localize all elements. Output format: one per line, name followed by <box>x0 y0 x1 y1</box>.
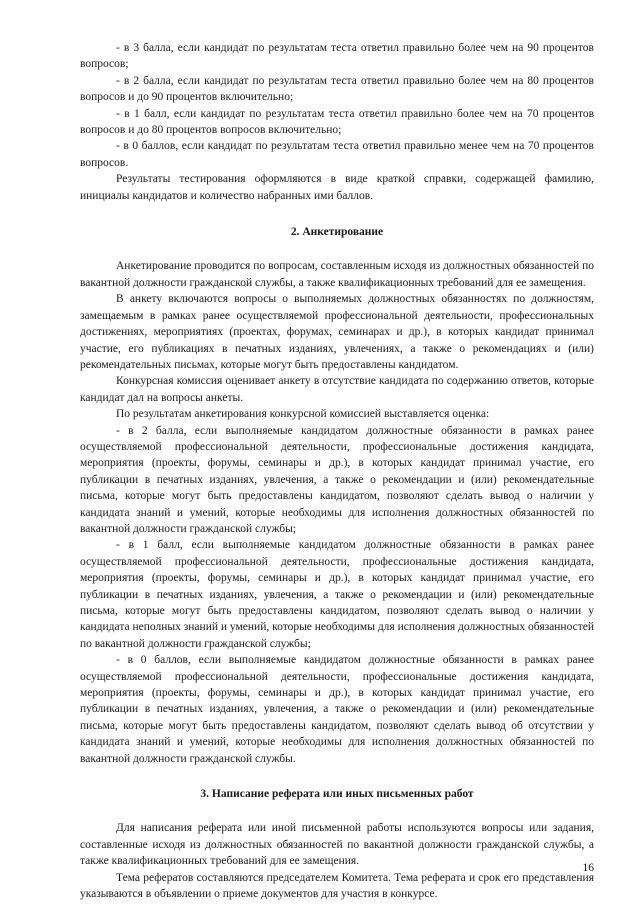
questionnaire-paragraph: Конкурсная комиссия оценивает анкету в отсутствие кандидата по содержанию ответов, которые кандидат дал на вопросы анкеты. <box>80 375 594 404</box>
document-page <box>80 40 594 903</box>
questionnaire-paragraph: В анкету включаются вопросы о выполняемых должностных обязанностях по должностям, замещаемым в рамках ранее осуществляемой профессиональной деятельности, профессиональных достижениях, мероприятиях (проектах, форумах, семинарах и др.), в которых кандидат принимал участие, его публикациях в печатных изданиях, увлечениях, а также о рекомендациях и (или) рекомендательных письмах, которые могут быть предоставлены кандидатом. <box>80 293 594 371</box>
questionnaire-score-item: - в 0 баллов, если выполняемые кандидатом должностные обязанности в рамках ранее осуществляемой профессиональной деятельности, профессиональные достижения кандидата, мероприятия (проекты, форумы, семинары и др.), в которых кандидат принимал участие, его публикации в печатных изданиях, увлечения, а также о рекомендации и (или) рекомендательные письма, которые могут быть предоставлены кандидатом, позволяют сделать вывод об отсутствии у кандидата знаний и умений, которые необходимы для исполнения должностных обязанностей по вакантной должности гражданской службы. <box>80 654 594 765</box>
section-heading-questionnaire: 2. Анкетирование <box>290 226 384 239</box>
questionnaire-paragraph: По результатам анкетирования конкурсной комиссией выставляется оценка: <box>116 408 490 421</box>
page-number: 16 <box>582 862 594 874</box>
essay-paragraph: Тема рефератов составляются председателем Комитета. Тема реферата и срок его представления указываются в объявлении о приеме документов для участия в конкурсе. <box>80 871 594 901</box>
questionnaire-score-item: - в 2 балла, если выполняемые кандидатом должностные обязанности в рамках ранее осуществляемой профессиональной деятельности, профессиональные достижения кандидата, мероприятия (проекты, форумы, семинары и др.), в которых кандидат принимал участие, его публикации в печатных изданиях, увлечения, а также о рекомендации и (или) рекомендательные письма, которые могут быть предоставлены кандидатом, позволяют сделать вывод о наличии у кандидата знаний и умений, которые необходимы для исполнения должностных обязанностей по вакантной должности гражданской службы; <box>80 424 594 535</box>
section-heading-essay: 3. Написание реферата или иных письменных работ <box>200 788 474 801</box>
questionnaire-paragraph: Анкетирование проводится по вопросам, составленным исходя из должностных обязанностей по вакантной должности гражданской службы, а также квалификационных требований для ее замещения. <box>80 260 594 289</box>
score-item-3: - в 3 балла, если кандидат по результатам теста ответил правильно более чем на 90 процентов вопросов; <box>80 42 594 71</box>
test-results-paragraph: Результаты тестирования оформляются в виде краткой справки, содержащей фамилию, инициалы кандидатов и количество набранных ими баллов. <box>80 173 594 202</box>
score-item-2: - в 2 балла, если кандидат по результатам теста ответил правильно более чем на 80 процентов вопросов и до 90 процентов включительно; <box>80 74 594 104</box>
essay-paragraph: Для написания реферата или иной письменной работы используются вопросы или задания, составленные исходя из должностных обязанностей по вакантной должности гражданской службы, а также квалификационных требований для ее замещения. <box>80 822 594 868</box>
score-item-1: - в 1 балл, если кандидат по результатам теста ответил правильно более чем на 70 процентов вопросов и до 80 процентов вопросов включительно; <box>80 107 594 137</box>
score-item-0: - в 0 баллов, если кандидат по результатам теста ответил правильно менее чем на 70 процентов вопросов. <box>80 140 594 169</box>
questionnaire-score-item: - в 1 балл, если выполняемые кандидатом должностные обязанности в рамках ранее осуществляемой профессиональной деятельности, профессиональные достижения кандидата, мероприятия (проекты, форумы, семинары и др.), в которых кандидат принимал участие, его публикации в печатных изданиях, увлечения, а также о рекомендации и (или) рекомендательные письма, которые могут быть предоставлены кандидатом, позволяют сделать вывод о наличии у кандидата неполных знаний и умений, которые необходимы для исполнения должностных обязанностей по вакантной должности гражданской службы; <box>80 539 594 650</box>
